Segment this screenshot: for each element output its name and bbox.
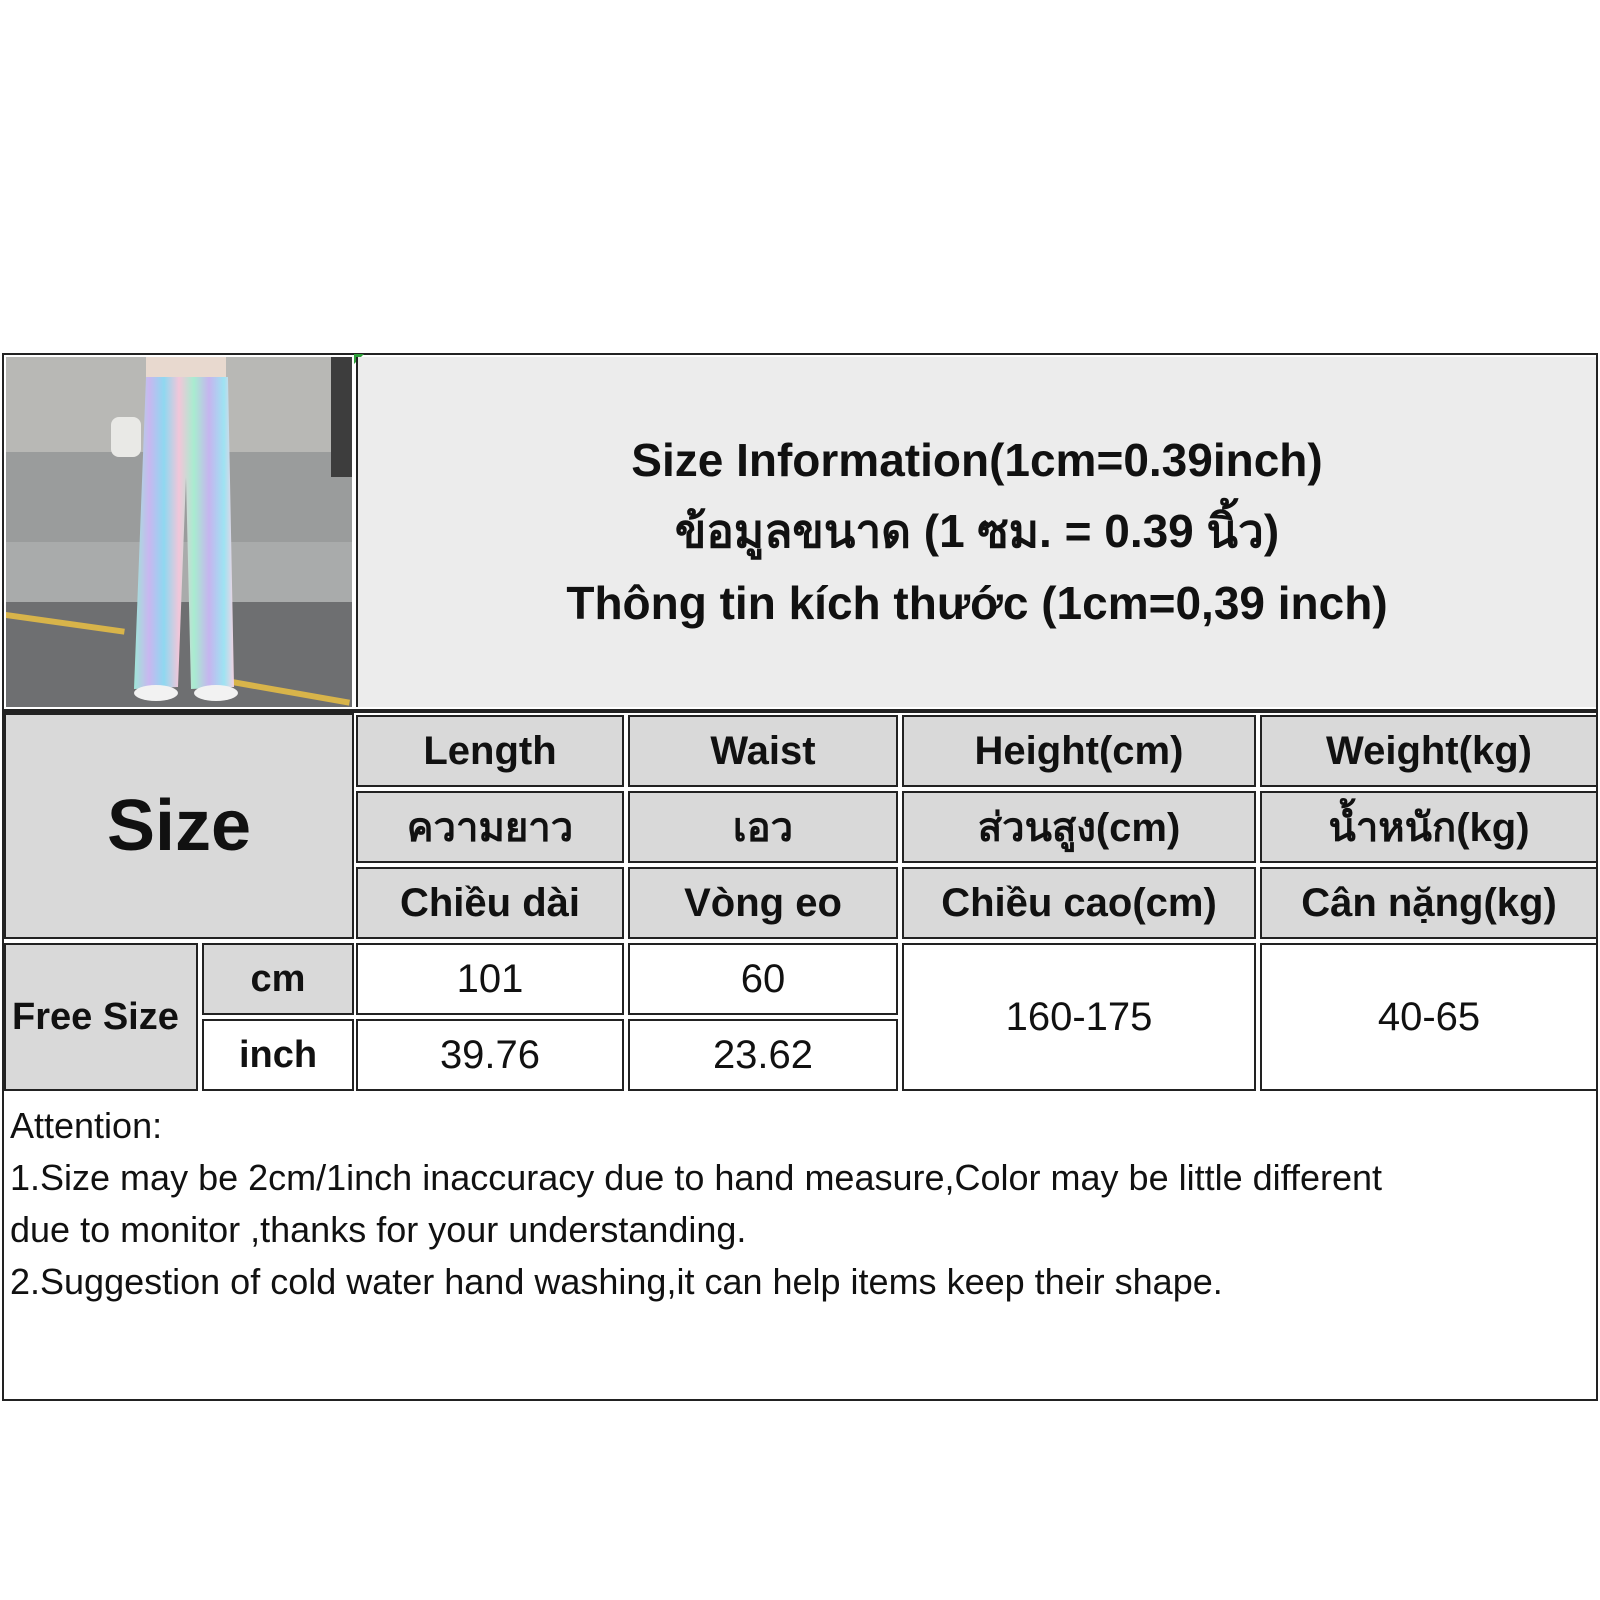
col-length-th: ความยาว bbox=[356, 791, 624, 863]
unit-inch: inch bbox=[202, 1019, 354, 1091]
notes-line-1: 1.Size may be 2cm/1inch inaccuracy due to hand measure,Color may be little different bbox=[10, 1157, 1383, 1198]
notes-line-3: 2.Suggestion of cold water hand washing,it can help items keep their shape. bbox=[10, 1261, 1223, 1302]
length-inch: 39.76 bbox=[356, 1019, 624, 1091]
height-value: 160-175 bbox=[902, 943, 1256, 1091]
col-height-vi: Chiều cao(cm) bbox=[902, 867, 1256, 939]
free-size-label: Free Size bbox=[4, 943, 198, 1091]
title-block bbox=[356, 357, 1596, 707]
title-vietnamese: Thông tin kích thước (1cm=0,39 inch) bbox=[566, 576, 1388, 629]
title-thai: ข้อมูลขนาด (1 ซม. = 0.39 นิ้ว) bbox=[674, 505, 1280, 558]
length-cm: 101 bbox=[356, 943, 624, 1015]
size-label: Size bbox=[4, 713, 354, 939]
unit-cm: cm bbox=[202, 943, 354, 1015]
waist-inch: 23.62 bbox=[628, 1019, 898, 1091]
product-photo bbox=[6, 357, 352, 707]
col-waist-th: เอว bbox=[628, 791, 898, 863]
notes-line-2: due to monitor ,thanks for your understanding. bbox=[10, 1209, 747, 1250]
col-length-en: Length bbox=[356, 715, 624, 787]
col-waist-vi: Vòng eo bbox=[628, 867, 898, 939]
col-weight-en: Weight(kg) bbox=[1260, 715, 1598, 787]
notes-heading: Attention: bbox=[10, 1105, 163, 1146]
col-weight-th: น้ำหนัก(kg) bbox=[1260, 791, 1598, 863]
col-height-en: Height(cm) bbox=[902, 715, 1256, 787]
waist-cm: 60 bbox=[628, 943, 898, 1015]
col-length-vi: Chiều dài bbox=[356, 867, 624, 939]
attention-notes bbox=[10, 1100, 1570, 1308]
weight-value: 40-65 bbox=[1260, 943, 1598, 1091]
col-weight-vi: Cân nặng(kg) bbox=[1260, 867, 1598, 939]
title-english: Size Information(1cm=0.39inch) bbox=[631, 434, 1323, 487]
col-height-th: ส่วนสูง(cm) bbox=[902, 791, 1256, 863]
col-waist-en: Waist bbox=[628, 715, 898, 787]
